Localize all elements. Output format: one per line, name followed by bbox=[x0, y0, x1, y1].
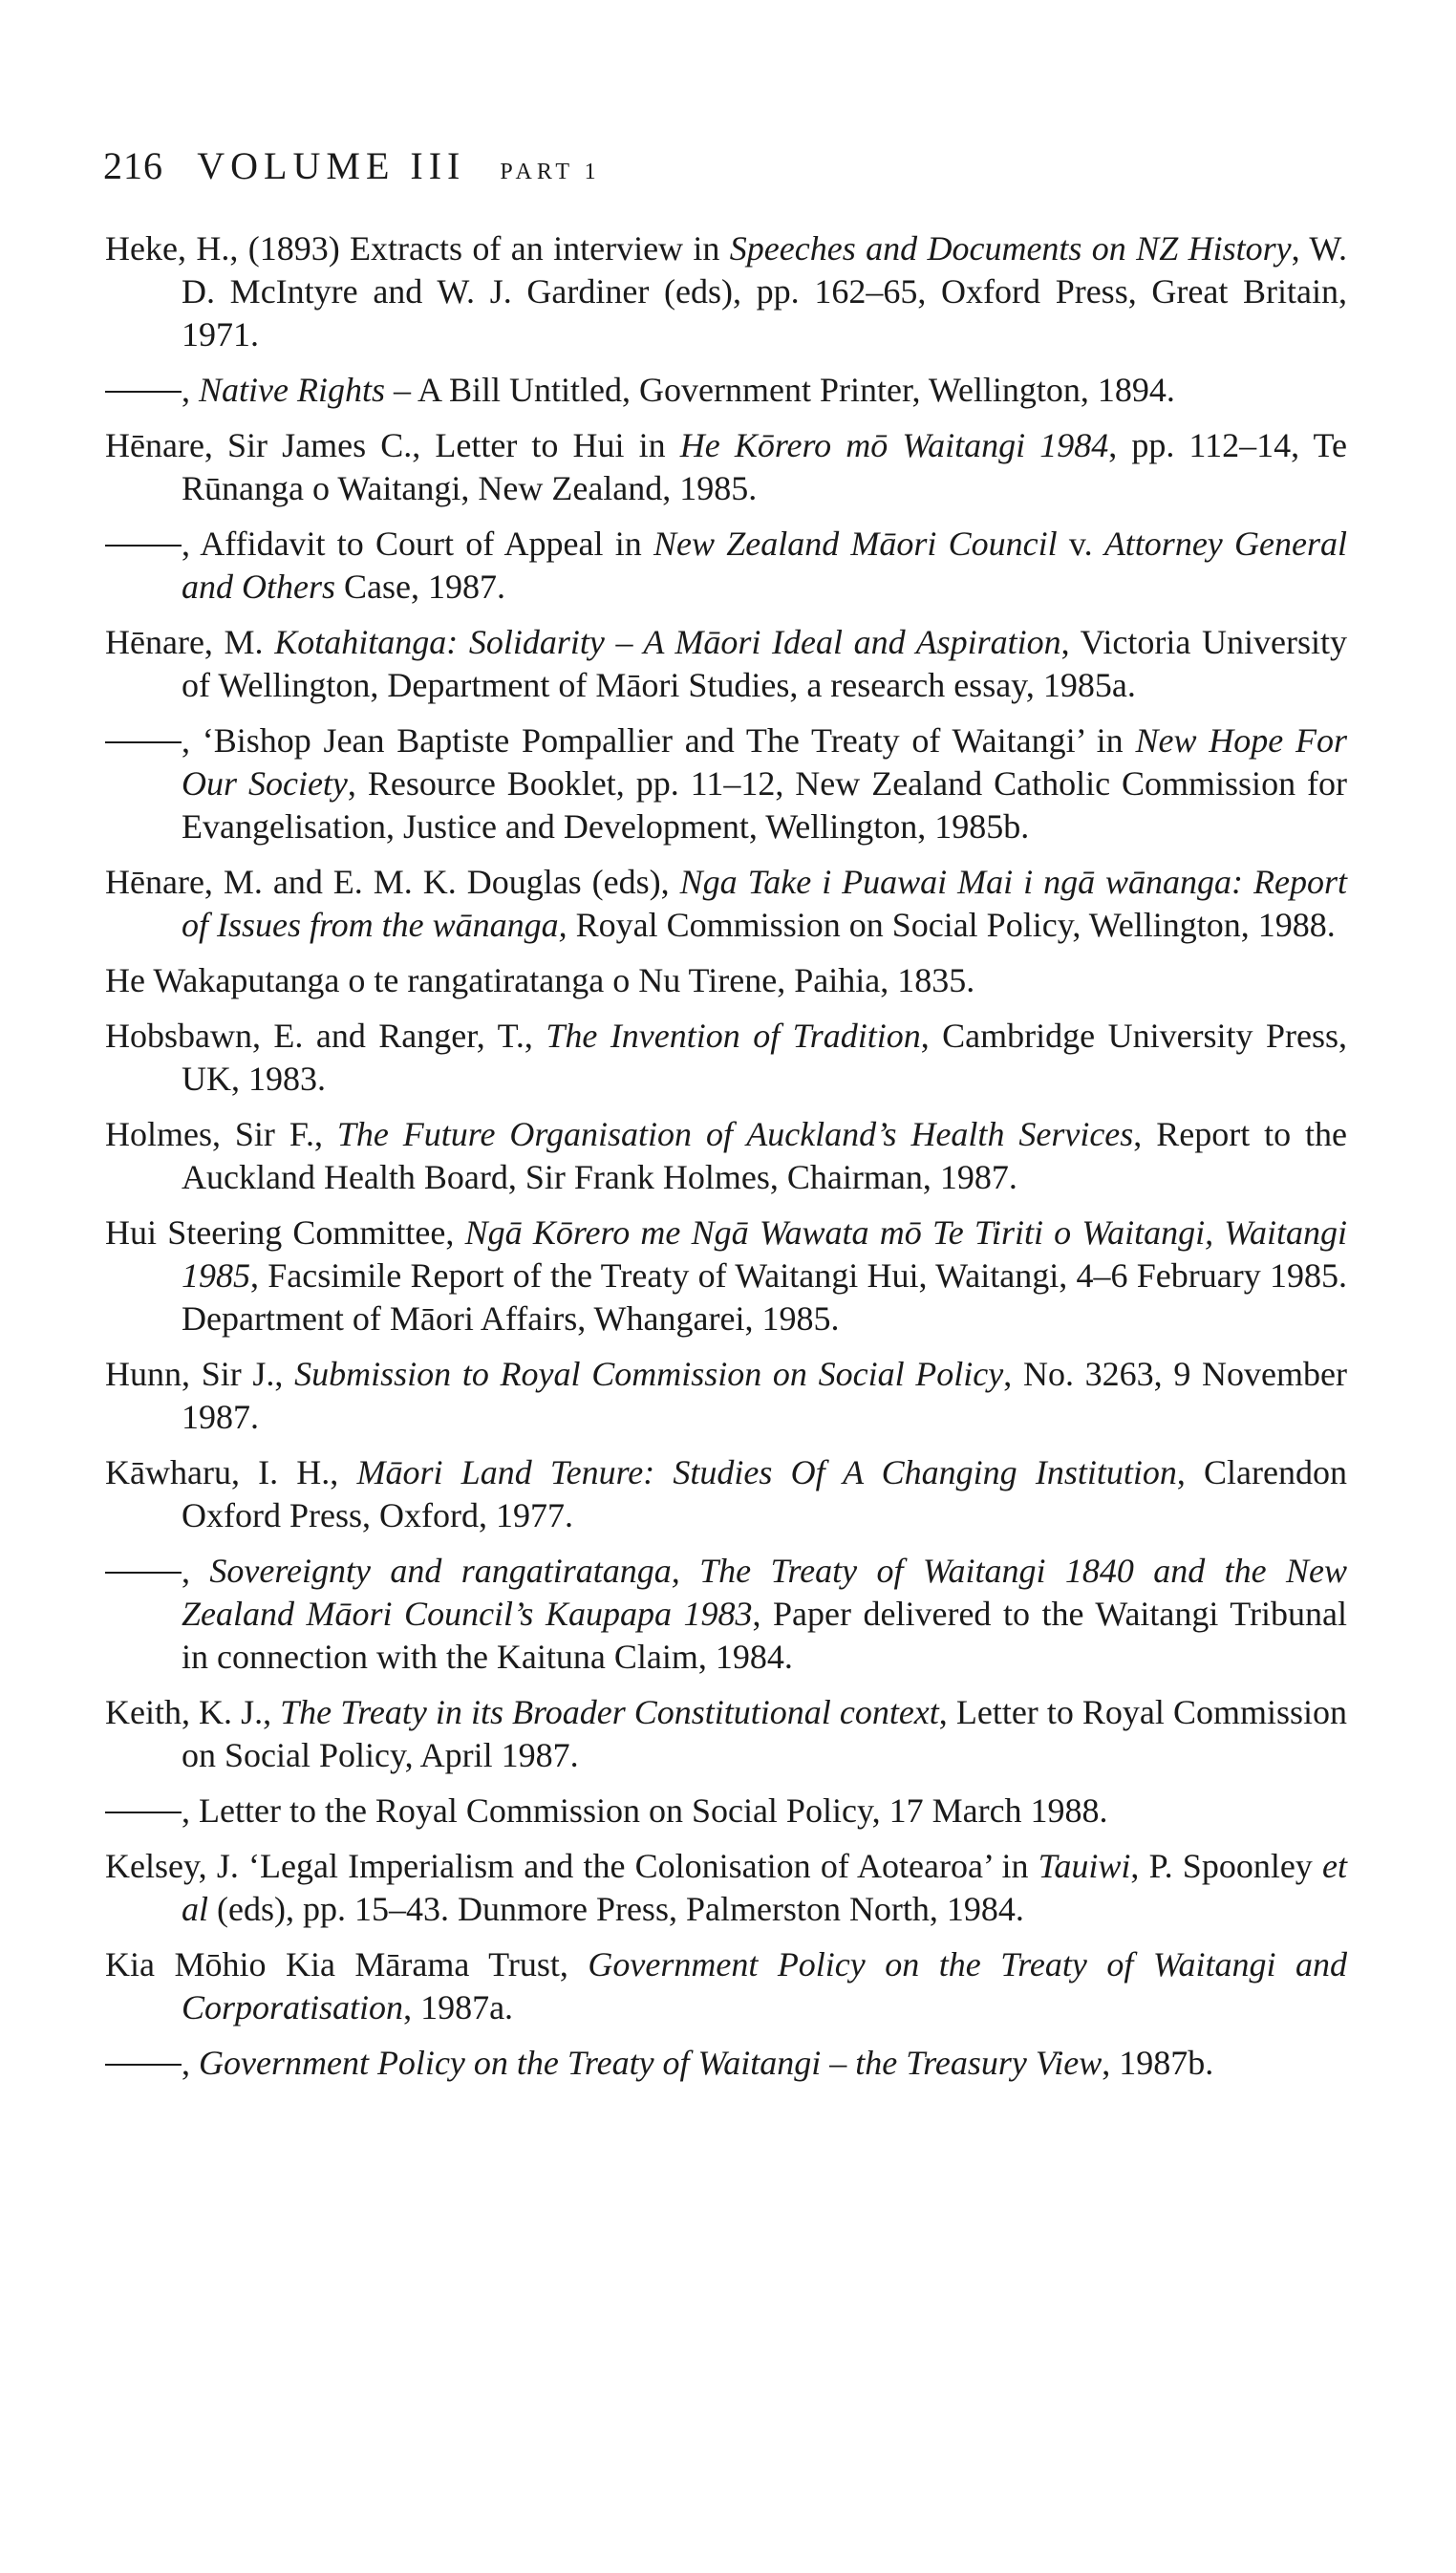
entry-text: Hui Steering Committee, bbox=[105, 1213, 465, 1252]
entry-title-italic: Kotahitanga: Solidarity – A Māori Ideal and Aspiration bbox=[274, 623, 1061, 661]
entry-text: Hobsbawn, E. and Ranger, T., bbox=[105, 1017, 546, 1055]
same-author-dash bbox=[105, 1812, 182, 1813]
bibliography-entry bbox=[105, 959, 1347, 1002]
entry-text: Keith, K. J., bbox=[105, 1693, 281, 1731]
entry-text: , 1987a. bbox=[403, 1988, 514, 2026]
bibliography-entry bbox=[105, 621, 1347, 707]
entry-title-italic: New Hope For Our Society bbox=[182, 721, 1347, 803]
entry-text: , Victoria University of Wellington, Department of Māori Studies, a research essay, 1985a. bbox=[182, 623, 1347, 704]
entry-text: , Affidavit to Court of Appeal in bbox=[182, 525, 653, 563]
running-head bbox=[103, 143, 601, 195]
entry-text: Royal Commission on Social Policy, Wellington, 1988. bbox=[567, 906, 1336, 944]
entry-title-italic: Government Policy on the Treaty of Waitangi – the Treasury View bbox=[199, 2044, 1103, 2082]
part-label: PART 1 bbox=[500, 160, 601, 184]
same-author-dash bbox=[105, 741, 182, 743]
entry-text: , No. 3263, 9 November 1987. bbox=[182, 1355, 1347, 1436]
bibliography-entry bbox=[105, 1353, 1347, 1439]
bibliography-list bbox=[105, 227, 1347, 2097]
same-author-dash bbox=[105, 545, 182, 547]
entry-text: Holmes, Sir F., bbox=[105, 1115, 337, 1153]
entry-text: , bbox=[182, 2044, 199, 2082]
entry-text: Case, 1987. bbox=[335, 568, 505, 606]
entry-text: , 1987b. bbox=[1102, 2044, 1214, 2082]
entry-title-italic: Māori Land Tenure: Studies Of A Changing Institution bbox=[356, 1453, 1177, 1491]
bibliography-entry bbox=[105, 1691, 1347, 1777]
bibliography-entry bbox=[105, 424, 1347, 510]
entry-title-italic: Speeches and Documents on NZ History bbox=[729, 229, 1292, 268]
bibliography-entry bbox=[105, 1113, 1347, 1199]
page-number: 216 bbox=[103, 144, 163, 187]
entry-title-italic: et al bbox=[182, 1847, 1347, 1928]
entry-title-italic: The Future Organisation of Auckland’s Health Services bbox=[336, 1115, 1134, 1153]
entry-text: , P. Spoonley bbox=[1130, 1847, 1322, 1885]
bibliography-entry-continuation bbox=[105, 719, 1347, 848]
entry-text: , Paper delivered to the Waitangi Tribunal in connection with the Kaituna Claim, 1984. bbox=[182, 1595, 1347, 1676]
bibliography-entry bbox=[105, 1845, 1347, 1931]
entry-text: Hunn, Sir J., bbox=[105, 1355, 295, 1393]
entry-title-italic: Native Rights bbox=[199, 371, 385, 409]
entry-text: (eds), pp. 15–43. Dunmore Press, Palmerston North, 1984. bbox=[208, 1890, 1024, 1928]
entry-text: , Facsimile Report of the Treaty of Waitangi Hui, Waitangi, 4–6 February 1985. Department of Māori Affairs, Whangarei, 1985. bbox=[182, 1256, 1347, 1338]
entry-text: , bbox=[182, 371, 199, 409]
entry-text: Kāwharu, I. H., bbox=[105, 1453, 357, 1491]
entry-text: Hēnare, M. bbox=[105, 623, 275, 661]
entry-text: , pp. 112–14, Te Rūnanga o Waitangi, New Zealand, 1985. bbox=[182, 426, 1347, 507]
entry-text: Kelsey, J. ‘Legal Imperialism and the Colonisation of Aotearoa’ in bbox=[105, 1847, 1038, 1885]
bibliography-entry bbox=[105, 1015, 1347, 1101]
bibliography-entry-continuation bbox=[105, 523, 1347, 609]
entry-text: Heke, H., (1893) Extracts of an interview in bbox=[105, 229, 730, 268]
bibliography-entry-continuation bbox=[105, 369, 1347, 412]
volume-label: VOLUME III bbox=[197, 144, 466, 187]
bibliography-entry bbox=[105, 1211, 1347, 1340]
bibliography-entry-continuation bbox=[105, 1790, 1347, 1833]
entry-text: , W. D. McIntyre and W. J. Gardiner (eds), pp. 162–65, Oxford Press, Great Britain, 1971. bbox=[182, 229, 1347, 354]
entry-title-italic: Attorney General and Others bbox=[182, 525, 1347, 606]
entry-text: , Cambridge University Press, UK, 1983. bbox=[182, 1017, 1348, 1098]
entry-title-italic: The Invention of Tradition bbox=[546, 1017, 921, 1055]
entry-text: , Letter to the Royal Commission on Social Policy, 17 March 1988. bbox=[182, 1791, 1108, 1830]
entry-title-italic: Nga Take i Puawai Mai i ngā wānanga: Report of Issues from the wānanga, bbox=[182, 863, 1347, 944]
entry-text: He Wakaputanga o te rangatiratanga o Nu Tirene, Paihia, 1835. bbox=[105, 961, 975, 999]
bibliography-entry bbox=[105, 227, 1347, 356]
entry-text: , bbox=[182, 1552, 210, 1590]
entry-title-italic: Sovereignty and rangatiratanga, The Treaty of Waitangi 1840 and the New Zealand Māori Council’s Kaupapa 1983 bbox=[182, 1552, 1347, 1633]
entry-text: Kia Mōhio Kia Mārama Trust, bbox=[105, 1945, 589, 1983]
same-author-dash bbox=[105, 2064, 182, 2066]
entry-text: Hēnare, Sir James C., Letter to Hui in bbox=[105, 426, 680, 464]
bibliography-entry bbox=[105, 861, 1347, 947]
entry-text: , Report to the Auckland Health Board, Sir Frank Holmes, Chairman, 1987. bbox=[182, 1115, 1348, 1196]
entry-title-italic: Government Policy on the Treaty of Waitangi and Corporatisation bbox=[182, 1945, 1347, 2026]
entry-title-italic: Ngā Kōrero me Ngā Wawata mō Te Tiriti o Waitangi, Waitangi 1985 bbox=[182, 1213, 1347, 1295]
entry-text: , ‘Bishop Jean Baptiste Pompallier and The Treaty of Waitangi’ in bbox=[182, 721, 1136, 760]
entry-text: , Clarendon Oxford Press, Oxford, 1977. bbox=[182, 1453, 1347, 1534]
bibliography-entry-continuation bbox=[105, 2042, 1347, 2085]
entry-text: , Letter to Royal Commission on Social Policy, April 1987. bbox=[182, 1693, 1347, 1774]
entry-text: v. bbox=[1057, 525, 1104, 563]
bibliography-entry bbox=[105, 1451, 1347, 1537]
entry-text: , Resource Booklet, pp. 11–12, New Zealand Catholic Commission for Evangelisation, Justice and Development, Wellington, 1985b. bbox=[182, 764, 1347, 846]
entry-text: – A Bill Untitled, Government Printer, Wellington, 1894. bbox=[384, 371, 1175, 409]
entry-title-italic: He Kōrero mō Waitangi 1984 bbox=[679, 426, 1109, 464]
bibliography-entry bbox=[105, 1943, 1347, 2029]
bibliography-entry-continuation bbox=[105, 1550, 1347, 1679]
entry-text: Hēnare, M. and E. M. K. Douglas (eds), bbox=[105, 863, 680, 901]
entry-title-italic: Submission to Royal Commission on Social Policy bbox=[294, 1355, 1004, 1393]
entry-title-italic: New Zealand Māori Council bbox=[653, 525, 1058, 563]
same-author-dash bbox=[105, 1572, 182, 1574]
entry-title-italic: The Treaty in its Broader Constitutional context bbox=[280, 1693, 939, 1731]
entry-title-italic: Tauiwi bbox=[1038, 1847, 1131, 1885]
same-author-dash bbox=[105, 391, 182, 393]
